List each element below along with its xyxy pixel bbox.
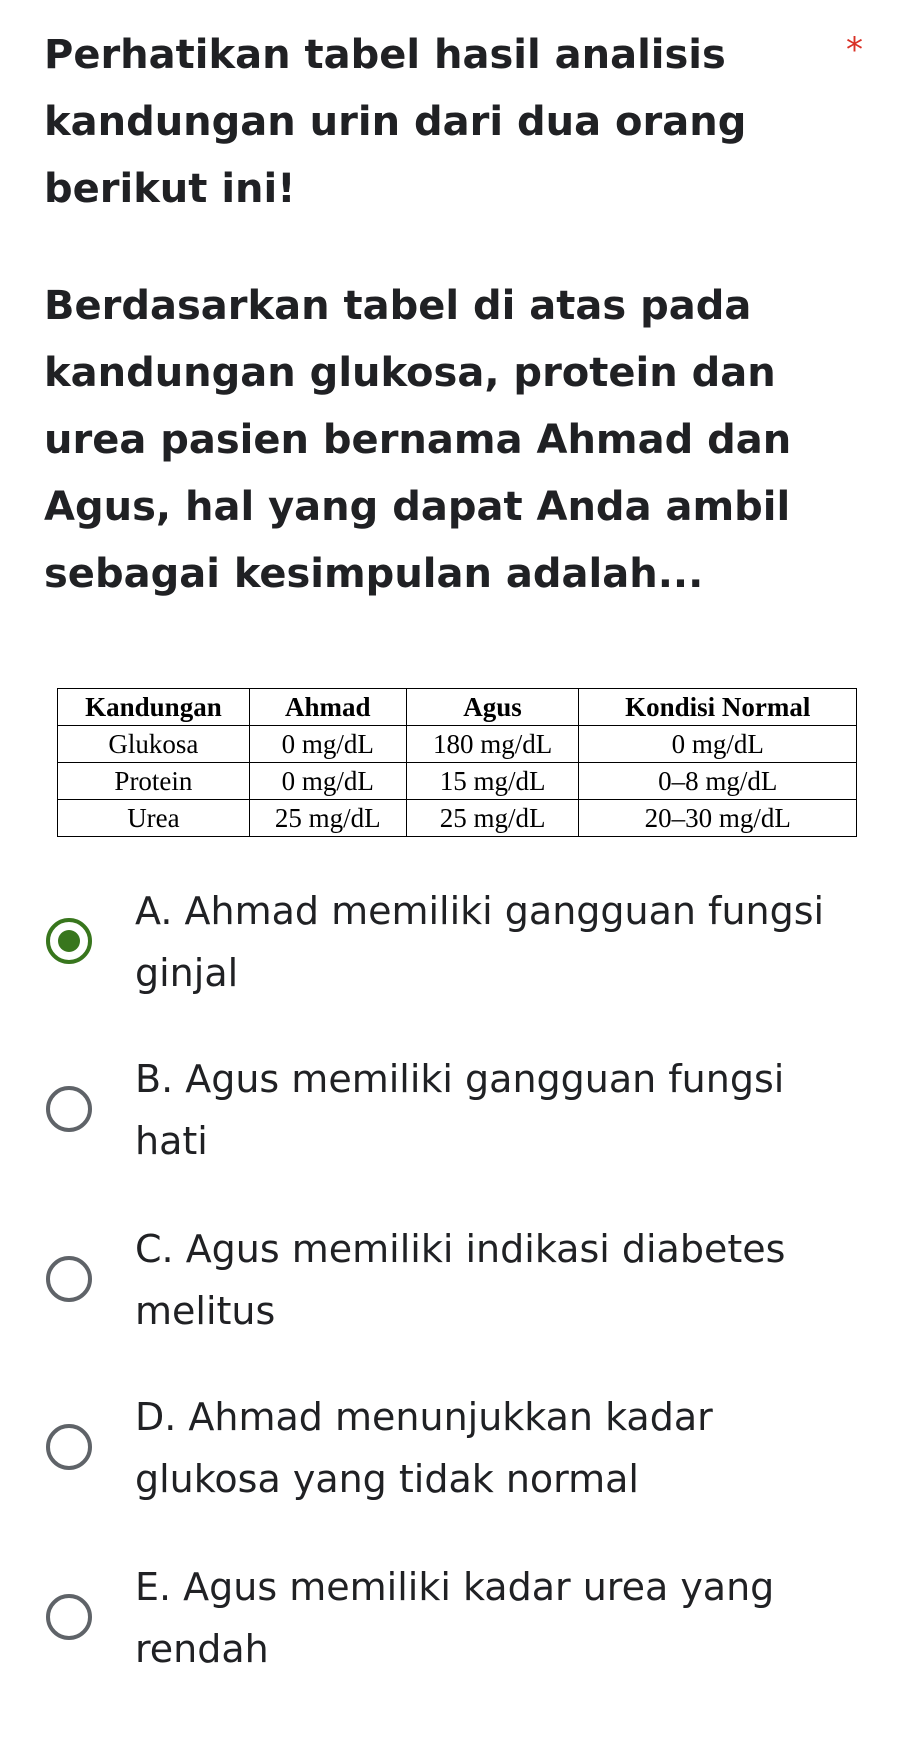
- table-row: [58, 763, 857, 800]
- table-cell: 25 mg/dL: [249, 800, 406, 837]
- table-header-row: [58, 689, 857, 726]
- question-paragraph-1: Perhatikan tabel hasil analisis kandungan urin dari dua orang berikut ini!: [44, 32, 747, 212]
- option-b[interactable]: [0, 1048, 904, 1178]
- option-c[interactable]: [0, 1218, 904, 1348]
- table-row: [58, 800, 857, 837]
- table-cell: Glukosa: [58, 726, 250, 763]
- table-cell: 20–30 mg/dL: [579, 800, 857, 837]
- table-header-cell: Kandungan: [58, 689, 250, 726]
- table-cell: 15 mg/dL: [406, 763, 579, 800]
- option-a[interactable]: [0, 880, 904, 1010]
- option-b-label[interactable]: B. Agus memiliki gangguan fungsi hati: [135, 1057, 785, 1163]
- table-row: [58, 726, 857, 763]
- table-cell: 0 mg/dL: [249, 726, 406, 763]
- table-cell: 0 mg/dL: [579, 726, 857, 763]
- urine-analysis-table: [57, 688, 857, 837]
- table-cell: 0 mg/dL: [249, 763, 406, 800]
- option-e-label[interactable]: E. Agus memiliki kadar urea yang rendah: [135, 1565, 775, 1671]
- radio-unselected-icon[interactable]: [46, 1594, 92, 1640]
- radio-unselected-icon[interactable]: [46, 1256, 92, 1302]
- radio-unselected-icon[interactable]: [46, 1424, 92, 1470]
- question-text: [44, 22, 804, 608]
- option-d-label[interactable]: D. Ahmad menunjukkan kadar glukosa yang tidak normal: [135, 1395, 713, 1501]
- radio-selected-icon[interactable]: [46, 918, 92, 964]
- required-asterisk: *: [846, 30, 863, 70]
- table-header-cell: Ahmad: [249, 689, 406, 726]
- table-header-cell: Agus: [406, 689, 579, 726]
- option-d[interactable]: [0, 1386, 904, 1516]
- table-cell: 0–8 mg/dL: [579, 763, 857, 800]
- table-cell: Urea: [58, 800, 250, 837]
- option-e[interactable]: [0, 1556, 904, 1686]
- table-cell: 180 mg/dL: [406, 726, 579, 763]
- table-cell: Protein: [58, 763, 250, 800]
- table-cell: 25 mg/dL: [406, 800, 579, 837]
- option-c-label[interactable]: C. Agus memiliki indikasi diabetes melitus: [135, 1227, 786, 1333]
- table-header-cell: Kondisi Normal: [579, 689, 857, 726]
- option-a-label[interactable]: A. Ahmad memiliki gangguan fungsi ginjal: [135, 889, 825, 995]
- radio-unselected-icon[interactable]: [46, 1086, 92, 1132]
- question-paragraph-2: Berdasarkan tabel di atas pada kandungan glukosa, protein dan urea pasien bernama Ahmad dan Agus, hal yang dapat Anda ambil sebagai kesimpulan adalah...: [44, 283, 792, 597]
